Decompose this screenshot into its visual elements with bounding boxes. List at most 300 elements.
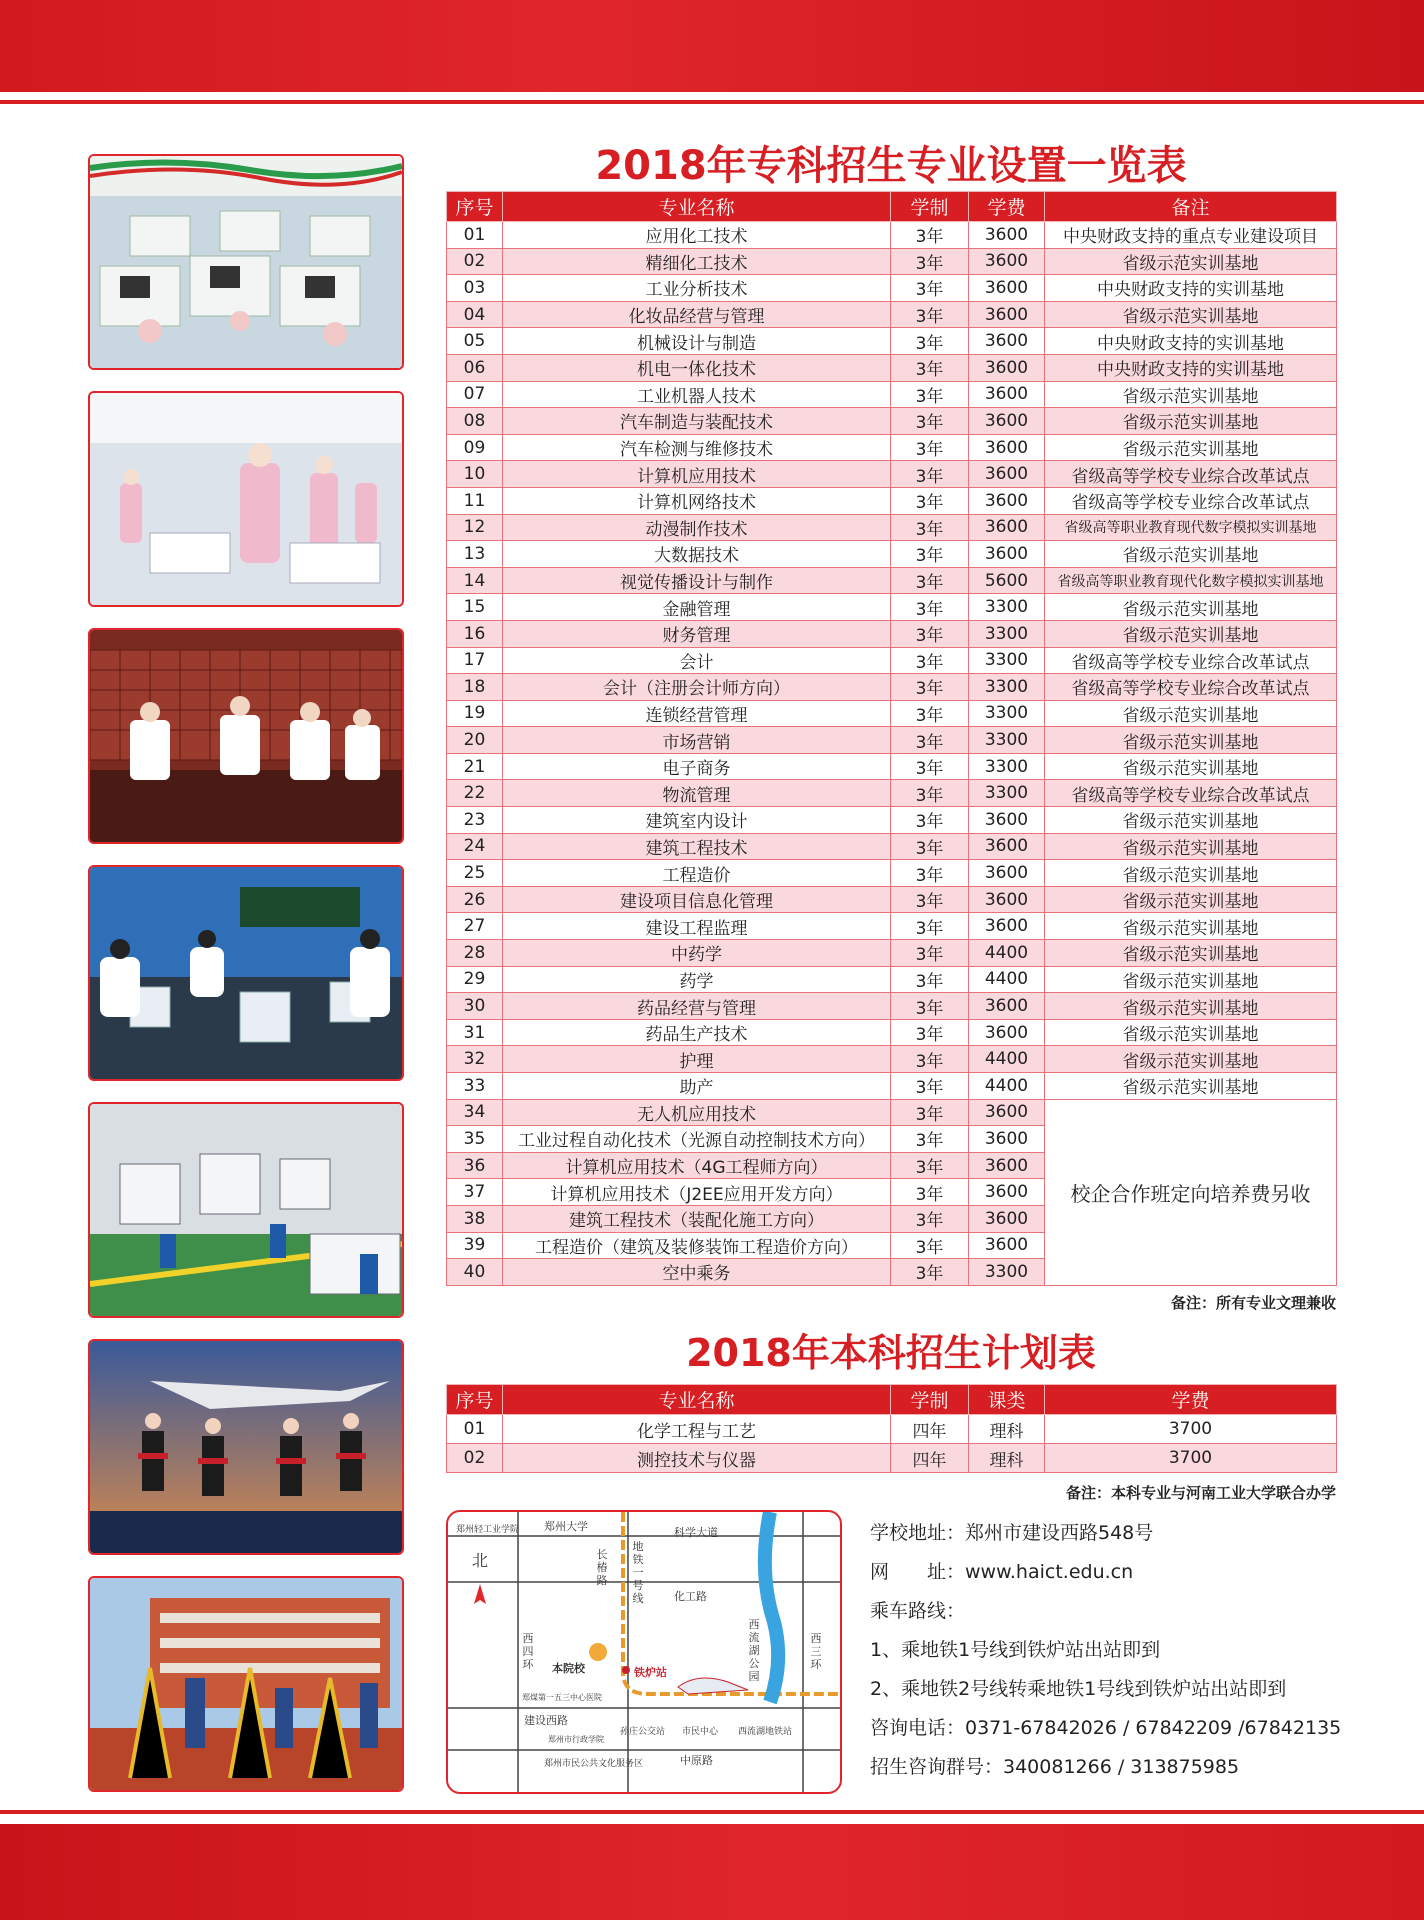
cell: 中央财政支持的实训基地	[1045, 275, 1337, 302]
cell: 21	[447, 753, 503, 780]
cell: 省级示范实训基地	[1045, 620, 1337, 647]
table-row	[447, 993, 1337, 1020]
cell: 精细化工技术	[503, 248, 891, 275]
table-row	[447, 1444, 1337, 1473]
benke-table	[446, 1384, 1337, 1473]
title-benke: 2018年本科招生计划表	[686, 1331, 1096, 1375]
map-label: 长椿路	[596, 1548, 608, 1587]
cell: 省级高等学校专业综合改革试点	[1045, 647, 1337, 674]
cell: 大数据技术	[503, 541, 891, 568]
campus-marker	[589, 1643, 607, 1661]
cell: 会计（注册会计师方向）	[503, 674, 891, 701]
cell: 中央财政支持的重点专业建设项目	[1045, 222, 1337, 249]
contact-info	[870, 1514, 1370, 1787]
cell: 3年	[891, 780, 969, 807]
cell: 护理	[503, 1046, 891, 1073]
cell: 3600	[969, 833, 1045, 860]
cell: 3年	[891, 567, 969, 594]
cell: 3600	[969, 913, 1045, 940]
benke-header-major: 专业名称	[503, 1385, 891, 1415]
cell: 3年	[891, 807, 969, 834]
note-zhuanke: 备注：所有专业文理兼收	[1170, 1294, 1336, 1312]
cell: 工程造价（建筑及装修装饰工程造价方向）	[503, 1232, 891, 1259]
cell: 中药学	[503, 940, 891, 967]
cell: 省级示范实训基地	[1045, 966, 1337, 993]
cell: 05	[447, 328, 503, 355]
cell: 02	[447, 248, 503, 275]
map-label: 科学大道	[674, 1526, 718, 1539]
cell: 3年	[891, 753, 969, 780]
cell: 四年	[891, 1444, 969, 1473]
cell: 空中乘务	[503, 1259, 891, 1286]
cell: 财务管理	[503, 620, 891, 647]
table-row	[447, 886, 1337, 913]
table-row	[447, 248, 1337, 275]
route-title: 乘车路线：	[870, 1600, 966, 1622]
cell: 3600	[969, 248, 1045, 275]
cell: 08	[447, 408, 503, 435]
surveying-image	[90, 1578, 402, 1790]
cell: 27	[447, 913, 503, 940]
table-row	[447, 222, 1337, 249]
location-map	[446, 1510, 842, 1794]
header-fee: 学费	[969, 192, 1045, 222]
cell: 3600	[969, 328, 1045, 355]
cell: 14	[447, 567, 503, 594]
photo-flight-attendants	[88, 1339, 404, 1555]
cell: 3年	[891, 886, 969, 913]
cell: 建筑工程技术	[503, 833, 891, 860]
table-row	[447, 461, 1337, 488]
cell: 药品生产技术	[503, 1019, 891, 1046]
table-row	[447, 434, 1337, 461]
cell: 3600	[969, 1179, 1045, 1206]
cell: 3年	[891, 328, 969, 355]
cnc-workshop-image	[90, 1104, 402, 1316]
benke-header-fee: 学费	[1045, 1385, 1337, 1415]
table-row	[447, 674, 1337, 701]
note-benke: 备注：本科专业与河南工业大学联合办学	[1065, 1484, 1336, 1502]
cell: 省级示范实训基地	[1045, 807, 1337, 834]
cell: 省级示范实训基地	[1045, 1046, 1337, 1073]
cell: 省级示范实训基地	[1045, 1019, 1337, 1046]
table-row	[447, 727, 1337, 754]
nursing-lab-image	[90, 393, 402, 605]
cell: 连锁经营管理	[503, 700, 891, 727]
cell: 3600	[969, 1019, 1045, 1046]
table-row	[447, 700, 1337, 727]
cell: 13	[447, 541, 503, 568]
map-label: 西三环	[810, 1632, 822, 1671]
table-row	[447, 833, 1337, 860]
table-row	[447, 940, 1337, 967]
cell: 理科	[969, 1415, 1045, 1444]
merged-remark-cell: 校企合作班定向培养费另收	[1045, 1099, 1337, 1285]
cell: 省级示范实训基地	[1045, 381, 1337, 408]
cell: 助产	[503, 1073, 891, 1100]
bottom-banner	[0, 1824, 1424, 1920]
cell: 3600	[969, 1126, 1045, 1153]
cell: 应用化工技术	[503, 222, 891, 249]
cell: 03	[447, 275, 503, 302]
phone: 咨询电话：0371-67842026 / 67842209 /67842135	[870, 1717, 1342, 1739]
cell: 12	[447, 514, 503, 541]
cell: 20	[447, 727, 503, 754]
cell: 3年	[891, 1232, 969, 1259]
cell: 省级高等学校专业综合改革试点	[1045, 461, 1337, 488]
cell: 32	[447, 1046, 503, 1073]
cell: 视觉传播设计与制作	[503, 567, 891, 594]
cell: 34	[447, 1099, 503, 1126]
header-remark: 备注	[1045, 192, 1337, 222]
cell: 电子商务	[503, 753, 891, 780]
map-label: 郑煤第一五三中心医院	[522, 1693, 602, 1702]
photo-column	[88, 154, 404, 1813]
cell: 3600	[969, 434, 1045, 461]
cell: 省级示范实训基地	[1045, 301, 1337, 328]
cell: 省级示范实训基地	[1045, 753, 1337, 780]
photo-chemistry-lab	[88, 865, 404, 1081]
cell: 化学工程与工艺	[503, 1415, 891, 1444]
cell: 3年	[891, 248, 969, 275]
cell: 3600	[969, 993, 1045, 1020]
map-label: 中原路	[680, 1754, 713, 1767]
cell: 3年	[891, 1126, 969, 1153]
cell: 药学	[503, 966, 891, 993]
cell: 省级示范实训基地	[1045, 408, 1337, 435]
table-row	[447, 620, 1337, 647]
cell: 3700	[1045, 1415, 1337, 1444]
cell: 3600	[969, 354, 1045, 381]
cell: 中央财政支持的实训基地	[1045, 354, 1337, 381]
cell: 3300	[969, 594, 1045, 621]
cell: 3300	[969, 753, 1045, 780]
cell: 3600	[969, 275, 1045, 302]
cell: 28	[447, 940, 503, 967]
cell: 3600	[969, 301, 1045, 328]
qq-group: 招生咨询群号：340081266 / 313875985	[870, 1756, 1240, 1778]
cell: 19	[447, 700, 503, 727]
photo-cnc-workshop	[88, 1102, 404, 1318]
benke-header-category: 课类	[969, 1385, 1045, 1415]
website: 网 址：www.haict.edu.cn	[870, 1561, 1134, 1583]
cell: 3300	[969, 674, 1045, 701]
cell: 3年	[891, 434, 969, 461]
cell: 建筑工程技术（装配化施工方向）	[503, 1205, 891, 1232]
cell: 工业过程自动化技术（光源自动控制技术方向）	[503, 1126, 891, 1153]
cell: 09	[447, 434, 503, 461]
cell: 理科	[969, 1444, 1045, 1473]
cell: 01	[447, 222, 503, 249]
cell: 3600	[969, 1205, 1045, 1232]
cell: 33	[447, 1073, 503, 1100]
cell: 3300	[969, 700, 1045, 727]
cell: 29	[447, 966, 503, 993]
cell: 3年	[891, 993, 969, 1020]
cell: 3600	[969, 461, 1045, 488]
flight-attendants-image	[90, 1341, 402, 1553]
map-label: 孙庄公交站	[620, 1727, 666, 1737]
cell: 3700	[1045, 1444, 1337, 1473]
route-2: 2、乘地铁2号线转乘地铁1号线到铁炉站出站即到	[870, 1678, 1287, 1700]
cell: 建设项目信息化管理	[503, 886, 891, 913]
cell: 3300	[969, 620, 1045, 647]
cell: 汽车检测与维修技术	[503, 434, 891, 461]
cell: 省级高等学校专业综合改革试点	[1045, 487, 1337, 514]
cell: 金融管理	[503, 594, 891, 621]
cell: 3年	[891, 461, 969, 488]
cell: 3年	[891, 700, 969, 727]
cell: 4400	[969, 1046, 1045, 1073]
cell: 工程造价	[503, 860, 891, 887]
cell: 02	[447, 1444, 503, 1473]
cell: 4400	[969, 966, 1045, 993]
cell: 3600	[969, 514, 1045, 541]
cell: 建筑室内设计	[503, 807, 891, 834]
cell: 省级示范实训基地	[1045, 860, 1337, 887]
benke-header-index: 序号	[447, 1385, 503, 1415]
cell: 动漫制作技术	[503, 514, 891, 541]
map-label: 郑州市行政学院	[548, 1735, 604, 1744]
cell: 省级示范实训基地	[1045, 594, 1337, 621]
cell: 3年	[891, 1259, 969, 1286]
cell: 省级高等职业教育现代数字模拟实训基地	[1045, 514, 1337, 541]
cell: 3年	[891, 487, 969, 514]
cell: 07	[447, 381, 503, 408]
cell: 3年	[891, 966, 969, 993]
photo-computer-lab	[88, 154, 404, 370]
cell: 3年	[891, 1099, 969, 1126]
cell: 39	[447, 1232, 503, 1259]
header-index: 序号	[447, 192, 503, 222]
cell: 3年	[891, 940, 969, 967]
cell: 22	[447, 780, 503, 807]
cell: 汽车制造与装配技术	[503, 408, 891, 435]
cell: 测控技术与仪器	[503, 1444, 891, 1473]
table-row	[447, 1099, 1337, 1126]
table-row	[447, 780, 1337, 807]
cell: 计算机应用技术（J2EE应用开发方向）	[503, 1179, 891, 1206]
map-label: 郑州大学	[544, 1520, 588, 1533]
map-label: 郑州轻工业学院	[456, 1525, 520, 1535]
cell: 31	[447, 1019, 503, 1046]
title-zhuanke: 2018年专科招生专业设置一览表	[595, 143, 1187, 189]
header-duration: 学制	[891, 192, 969, 222]
cell: 省级示范实训基地	[1045, 1073, 1337, 1100]
cell: 3年	[891, 620, 969, 647]
cell: 3年	[891, 913, 969, 940]
cell: 无人机应用技术	[503, 1099, 891, 1126]
cell: 3年	[891, 674, 969, 701]
computer-lab-image	[90, 156, 402, 368]
cell: 机械设计与制造	[503, 328, 891, 355]
table-row	[447, 328, 1337, 355]
map-label: 西流湖公园	[748, 1618, 760, 1683]
table-row	[447, 1073, 1337, 1100]
cell: 市场营销	[503, 727, 891, 754]
cell: 3600	[969, 408, 1045, 435]
cell: 3600	[969, 487, 1045, 514]
photo-surveying	[88, 1576, 404, 1792]
cell: 37	[447, 1179, 503, 1206]
cell: 10	[447, 461, 503, 488]
cell: 3年	[891, 1073, 969, 1100]
table-row	[447, 514, 1337, 541]
cell: 3年	[891, 727, 969, 754]
table-row	[447, 275, 1337, 302]
route-1: 1、乘地铁1号线到铁炉站出站即到	[870, 1639, 1161, 1661]
table-row	[447, 567, 1337, 594]
cell: 25	[447, 860, 503, 887]
table-row	[447, 966, 1337, 993]
cell: 11	[447, 487, 503, 514]
table-row	[447, 1046, 1337, 1073]
cell: 3600	[969, 860, 1045, 887]
cell: 四年	[891, 1415, 969, 1444]
cell: 3年	[891, 1152, 969, 1179]
map-label: 本院校	[552, 1662, 585, 1675]
cell: 40	[447, 1259, 503, 1286]
header-major: 专业名称	[503, 192, 891, 222]
cell: 36	[447, 1152, 503, 1179]
cell: 药品经营与管理	[503, 993, 891, 1020]
cell: 04	[447, 301, 503, 328]
cell: 3300	[969, 727, 1045, 754]
cell: 省级示范实训基地	[1045, 727, 1337, 754]
table-row	[447, 860, 1337, 887]
cell: 省级示范实训基地	[1045, 886, 1337, 913]
zhuanke-header-row	[447, 192, 1337, 222]
cell: 3600	[969, 1232, 1045, 1259]
cell: 省级高等学校专业综合改革试点	[1045, 674, 1337, 701]
cell: 计算机应用技术（4G工程师方向）	[503, 1152, 891, 1179]
cell: 3年	[891, 1019, 969, 1046]
cell: 计算机应用技术	[503, 461, 891, 488]
cell: 23	[447, 807, 503, 834]
cell: 3600	[969, 1099, 1045, 1126]
cell: 机电一体化技术	[503, 354, 891, 381]
cell: 35	[447, 1126, 503, 1153]
table-row	[447, 354, 1337, 381]
cell: 15	[447, 594, 503, 621]
cell: 26	[447, 886, 503, 913]
cell: 16	[447, 620, 503, 647]
cell: 3年	[891, 1205, 969, 1232]
table-row	[447, 1019, 1337, 1046]
cell: 3年	[891, 354, 969, 381]
cell: 30	[447, 993, 503, 1020]
map-label: 西四环	[522, 1632, 534, 1671]
map-label: 铁炉站	[634, 1666, 667, 1679]
cell: 3600	[969, 1152, 1045, 1179]
cell: 3年	[891, 541, 969, 568]
cell: 17	[447, 647, 503, 674]
cell: 3年	[891, 860, 969, 887]
cell: 省级示范实训基地	[1045, 993, 1337, 1020]
map-label: 地铁一号线	[632, 1540, 644, 1605]
map-label: 郑州市民公共文化服务区	[544, 1759, 644, 1769]
cell: 工业机器人技术	[503, 381, 891, 408]
cell: 3年	[891, 647, 969, 674]
cell: 3300	[969, 780, 1045, 807]
cell: 3600	[969, 807, 1045, 834]
cell: 3600	[969, 381, 1045, 408]
cell: 3年	[891, 381, 969, 408]
table-row	[447, 807, 1337, 834]
cell: 24	[447, 833, 503, 860]
address: 学校地址：郑州市建设西路548号	[870, 1522, 1154, 1544]
cell: 3300	[969, 1259, 1045, 1286]
cell: 06	[447, 354, 503, 381]
cell: 3年	[891, 833, 969, 860]
cell: 省级示范实训基地	[1045, 541, 1337, 568]
cell: 省级示范实训基地	[1045, 434, 1337, 461]
cell: 计算机网络技术	[503, 487, 891, 514]
zhuanke-body	[447, 222, 1337, 1286]
cell: 3年	[891, 275, 969, 302]
table-row	[447, 487, 1337, 514]
cell: 01	[447, 1415, 503, 1444]
cell: 物流管理	[503, 780, 891, 807]
cell: 会计	[503, 647, 891, 674]
top-banner	[0, 0, 1424, 92]
cell: 省级示范实训基地	[1045, 833, 1337, 860]
cell: 3年	[891, 514, 969, 541]
map-label: 西流湖地铁站	[738, 1727, 793, 1737]
zhuanke-table	[446, 191, 1337, 1286]
benke-header-duration: 学制	[891, 1385, 969, 1415]
table-row	[447, 594, 1337, 621]
cell: 省级示范实训基地	[1045, 940, 1337, 967]
cell: 建设工程监理	[503, 913, 891, 940]
cell: 省级高等学校专业综合改革试点	[1045, 780, 1337, 807]
cell: 省级示范实训基地	[1045, 700, 1337, 727]
cell: 18	[447, 674, 503, 701]
photo-pharmacy-lab	[88, 628, 404, 844]
cell: 4400	[969, 940, 1045, 967]
pharmacy-lab-image	[90, 630, 402, 842]
cell: 3600	[969, 222, 1045, 249]
cell: 3年	[891, 1179, 969, 1206]
cell: 3年	[891, 408, 969, 435]
cell: 3300	[969, 647, 1045, 674]
table-row	[447, 408, 1337, 435]
table-row	[447, 381, 1337, 408]
map-roads	[448, 1512, 840, 1792]
cell: 38	[447, 1205, 503, 1232]
cell: 省级示范实训基地	[1045, 913, 1337, 940]
table-row	[447, 1415, 1337, 1444]
cell: 3年	[891, 222, 969, 249]
table-row	[447, 541, 1337, 568]
map-label: 建设西路	[524, 1714, 568, 1727]
cell: 3600	[969, 886, 1045, 913]
cell: 3年	[891, 594, 969, 621]
cell: 4400	[969, 1073, 1045, 1100]
photo-nursing-lab	[88, 391, 404, 607]
cell: 工业分析技术	[503, 275, 891, 302]
table-row	[447, 913, 1337, 940]
table-row	[447, 301, 1337, 328]
table-row	[447, 647, 1337, 674]
benke-header-row	[447, 1385, 1337, 1415]
cell: 5600	[969, 567, 1045, 594]
chemistry-lab-image	[90, 867, 402, 1079]
cell: 3年	[891, 1046, 969, 1073]
cell: 省级高等职业教育现代化数字模拟实训基地	[1045, 567, 1337, 594]
map-label: 化工路	[674, 1590, 707, 1603]
north-icon: 北	[472, 1551, 489, 1570]
